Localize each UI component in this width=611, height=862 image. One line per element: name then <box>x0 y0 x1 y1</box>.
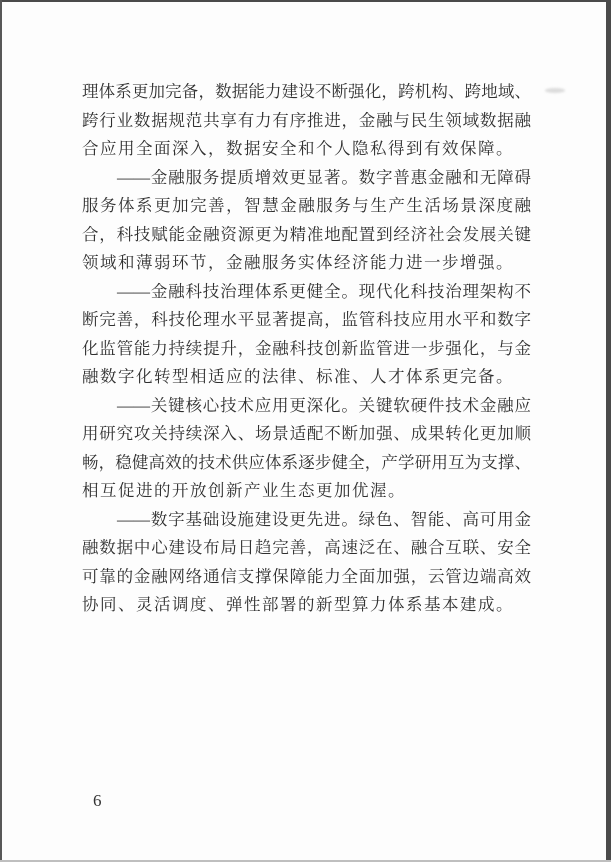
text-line: 融数字化转型相适应的法律、标准、人才体系更完备。 <box>82 367 514 386</box>
text-line: 畅，稳健高效的技术供应体系逐步健全，产学研用互为支撑、 <box>82 452 531 472</box>
text-line: 理体系更加完备，数据能力建设不断强化，跨机构、跨地域、 <box>82 82 531 101</box>
text-line: 断完善，科技伦理水平显著提高，监管科技应用水平和数字 <box>82 310 531 329</box>
text-line: 合，科技赋能金融资源更为精准地配置到经济社会发展关键 <box>82 224 531 244</box>
text-line: 用研究攻关持续深入、场景适配不断加强、成果转化更加顺 <box>82 424 531 443</box>
paragraph-financial-services <box>82 164 531 278</box>
paragraph-data-governance <box>82 78 531 164</box>
paragraph-digital-infrastructure <box>82 506 531 620</box>
text-line: ——金融科技治理体系更健全。现代化科技治理架构不 <box>117 281 531 301</box>
text-line: 协同、灵活调度、弹性部署的新型算力体系基本建成。 <box>82 595 514 614</box>
paragraph-fintech-governance <box>82 278 531 392</box>
document-body-text <box>82 78 531 620</box>
text-line: ——数字基础设施建设更先进。绿色、智能、高可用金 <box>117 509 531 529</box>
text-line: 服务体系更加完善，智慧金融服务与生产生活场景深度融 <box>82 196 531 215</box>
text-line: 合应用全面深入，数据安全和个人隐私得到有效保障。 <box>82 139 514 158</box>
text-line: 跨行业数据规范共享有力有序推进，金融与民生领域数据融 <box>82 110 531 130</box>
scan-smudge-artifact <box>545 88 565 93</box>
scan-edge-top <box>0 0 611 2</box>
text-line: 融数据中心建设布局日趋完善，高速泛在、融合互联、安全 <box>82 538 531 557</box>
scan-edge-right <box>606 0 611 862</box>
page-number: 6 <box>93 791 102 810</box>
text-line: 化监管能力持续提升，金融科技创新监管进一步强化，与金 <box>82 338 531 358</box>
paragraph-core-technology <box>82 392 531 506</box>
scan-edge-left <box>0 0 2 862</box>
text-line: 相互促进的开放创新产业生态更加优渥。 <box>82 481 406 500</box>
text-line: ——金融服务提质增效更显著。数字普惠金融和无障碍 <box>117 167 531 187</box>
text-line: 领域和薄弱环节，金融服务实体经济能力进一步增强。 <box>82 253 514 272</box>
text-line: ——关键核心技术应用更深化。关键软硬件技术金融应 <box>117 395 531 415</box>
text-line: 可靠的金融网络通信支撑保障能力全面加强，云管边端高效 <box>82 566 531 586</box>
